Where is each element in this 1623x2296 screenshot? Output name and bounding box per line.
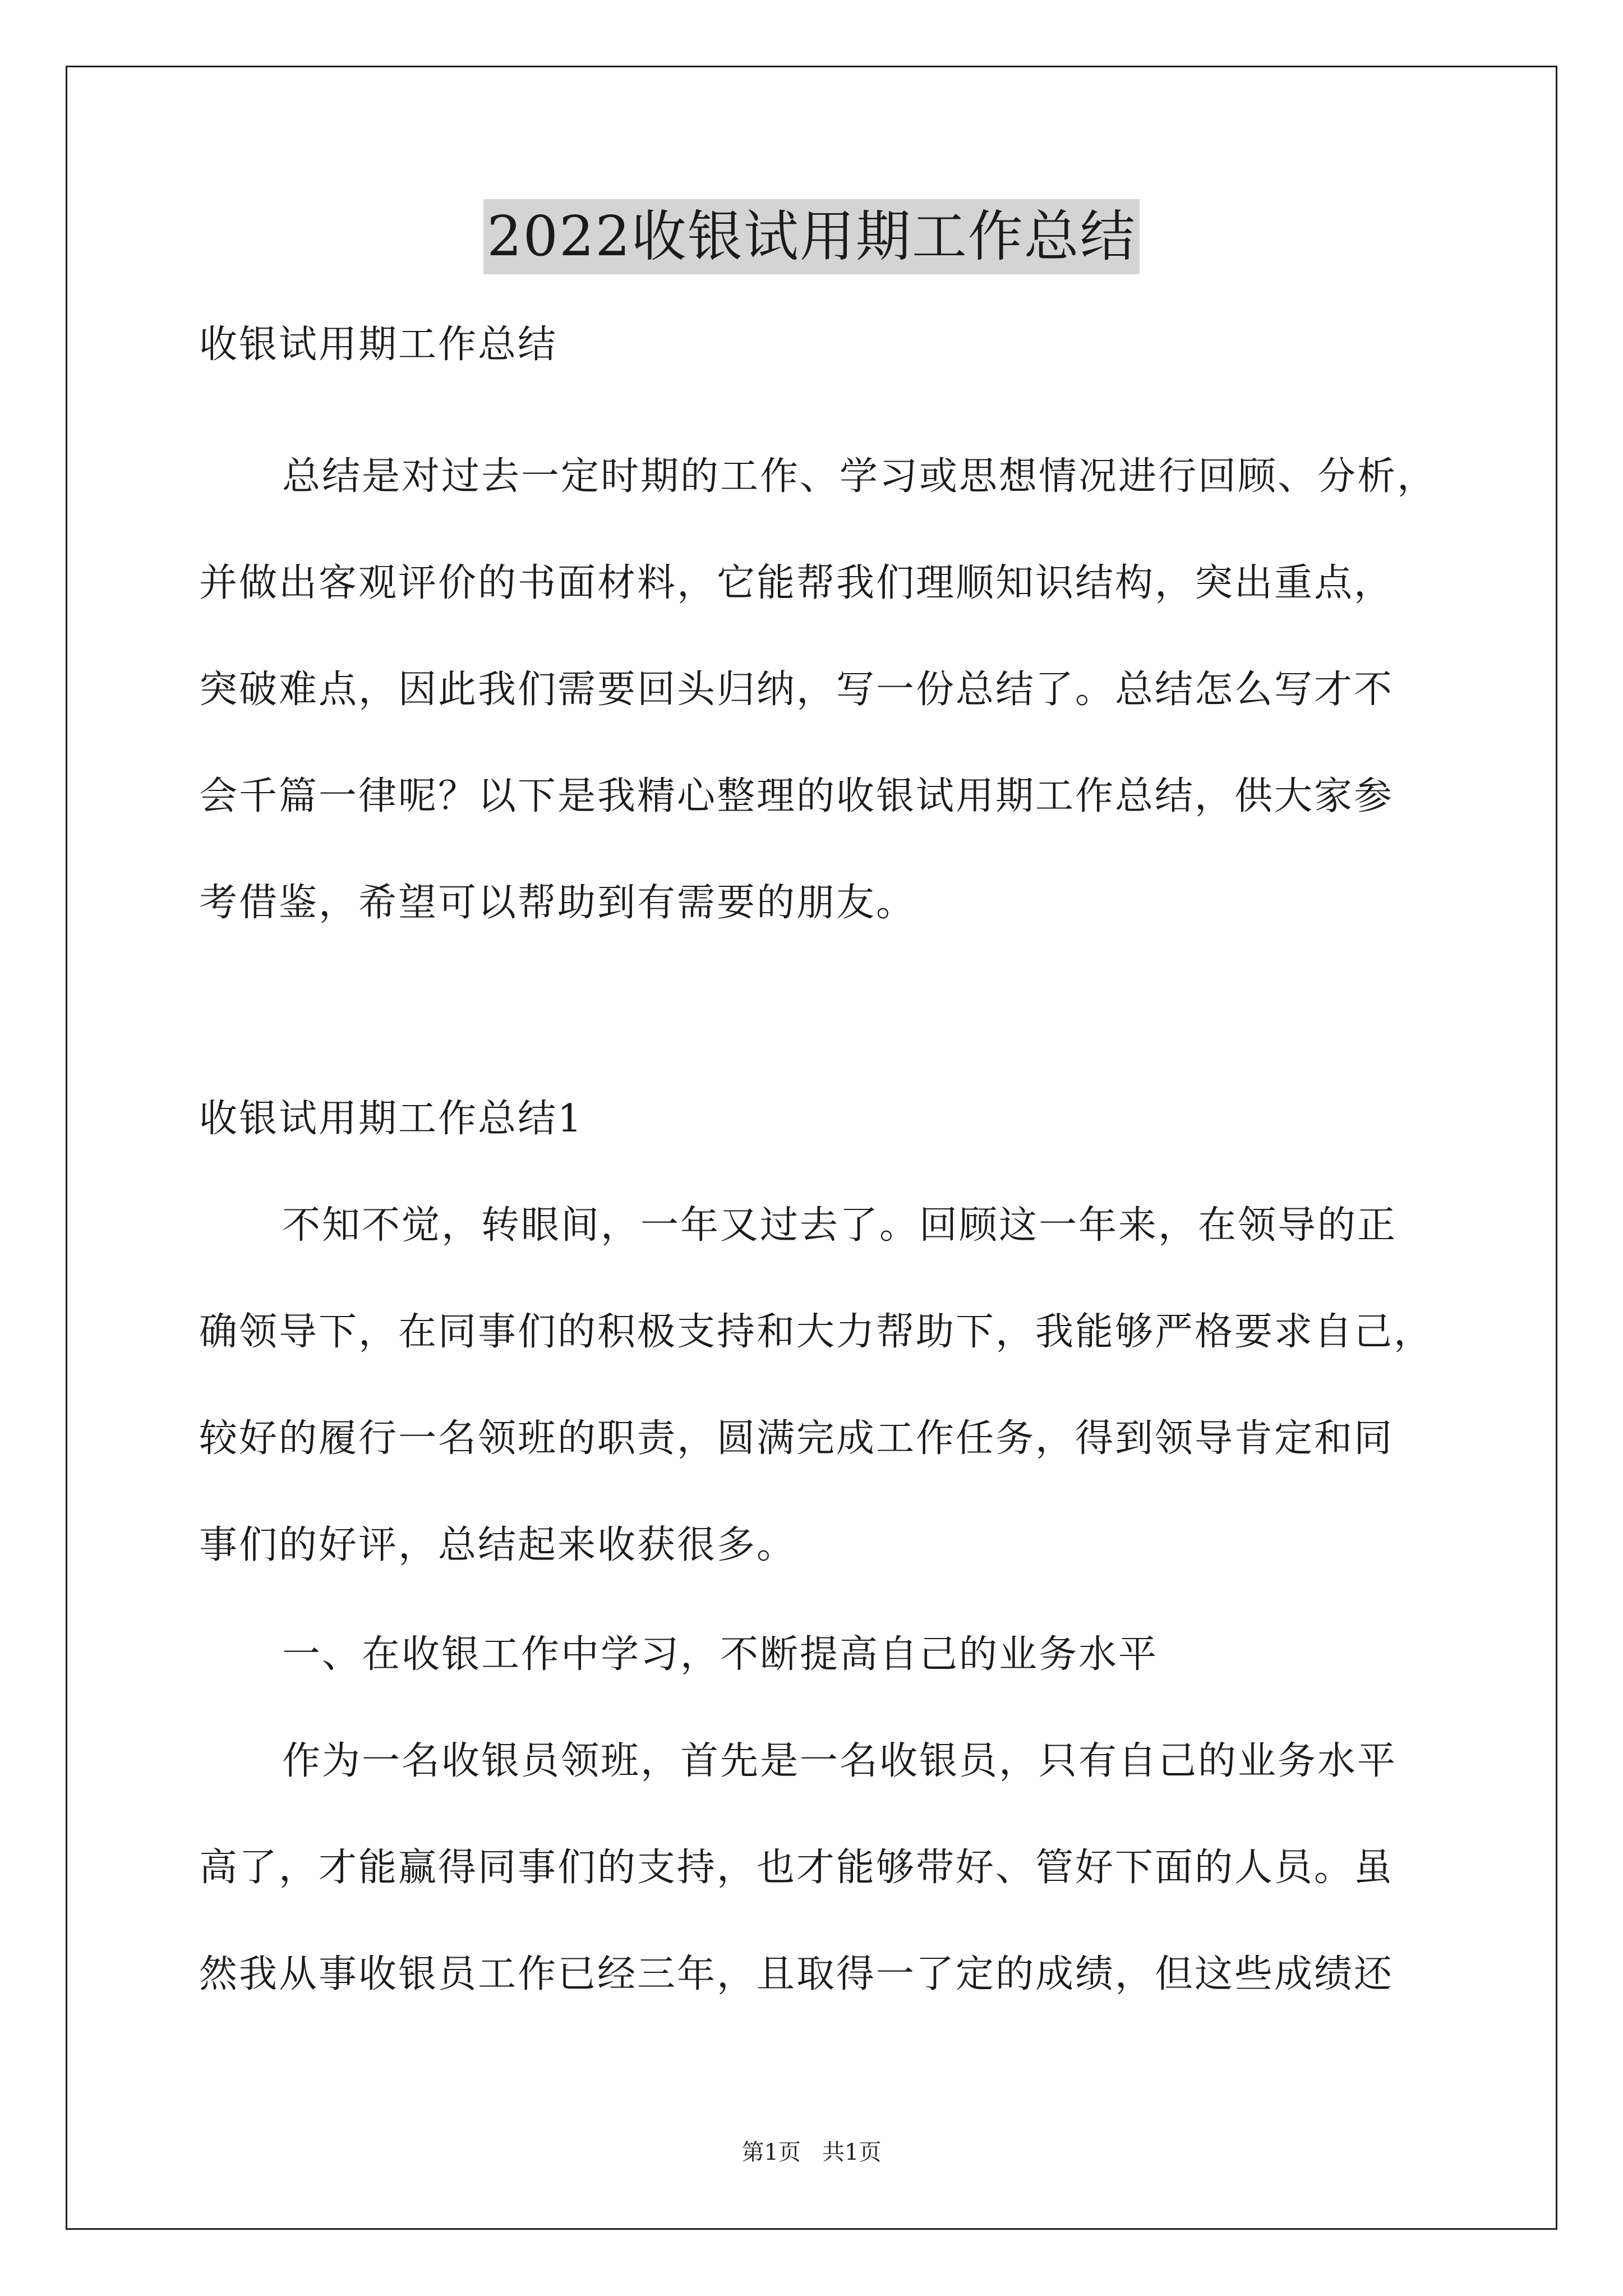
- subtitle-line: 收银试用期工作总结: [199, 323, 558, 367]
- paragraph-line: 不知不觉，转眼间，一年又过去了。回顾这一年来，在领导的正: [282, 1203, 1398, 1248]
- page-number-label: 第1页 共1页: [741, 2139, 882, 2165]
- document-title: 2022收银试用期工作总结: [483, 199, 1139, 274]
- paragraph-line: 事们的好评，总结起来收获很多。: [199, 1523, 797, 1567]
- paragraph-line: 高了，才能赢得同事们的支持，也才能够带好、管好下面的人员。虽: [199, 1846, 1394, 1890]
- paragraph-line: 会千篇一律呢？以下是我精心整理的收银试用期工作总结，供大家参: [199, 774, 1394, 818]
- paragraph-line: 然我从事收银员工作已经三年，且取得一了定的成绩，但这些成绩还: [199, 1952, 1394, 1996]
- paragraph-line: 较好的履行一名领班的职责，圆满完成工作任务，得到领导肯定和同: [199, 1416, 1394, 1461]
- paragraph-line: 考借鉴，希望可以帮助到有需要的朋友。: [199, 881, 916, 925]
- section-heading: 收银试用期工作总结1: [199, 1097, 584, 1141]
- paragraph-line: 确领导下，在同事们的积极支持和大力帮助下，我能够严格要求自己，: [199, 1310, 1434, 1354]
- page-border: [66, 66, 1557, 2230]
- paragraph-line: 突破难点，因此我们需要回头归纳，写一份总结了。总结怎么写才不: [199, 668, 1394, 712]
- paragraph-line: 并做出客观评价的书面材料，它能帮我们理顺知识结构，突出重点，: [199, 561, 1394, 605]
- title-container: [0, 199, 1623, 274]
- page-footer: [0, 2138, 1623, 2166]
- paragraph-line: 作为一名收银员领班，首先是一名收银员，只有自己的业务水平: [282, 1739, 1398, 1783]
- subsection-heading: 一、在收银工作中学习，不断提高自己的业务水平: [282, 1632, 1159, 1677]
- paragraph-line: 总结是对过去一定时期的工作、学习或思想情况进行回顾、分析，: [282, 454, 1437, 499]
